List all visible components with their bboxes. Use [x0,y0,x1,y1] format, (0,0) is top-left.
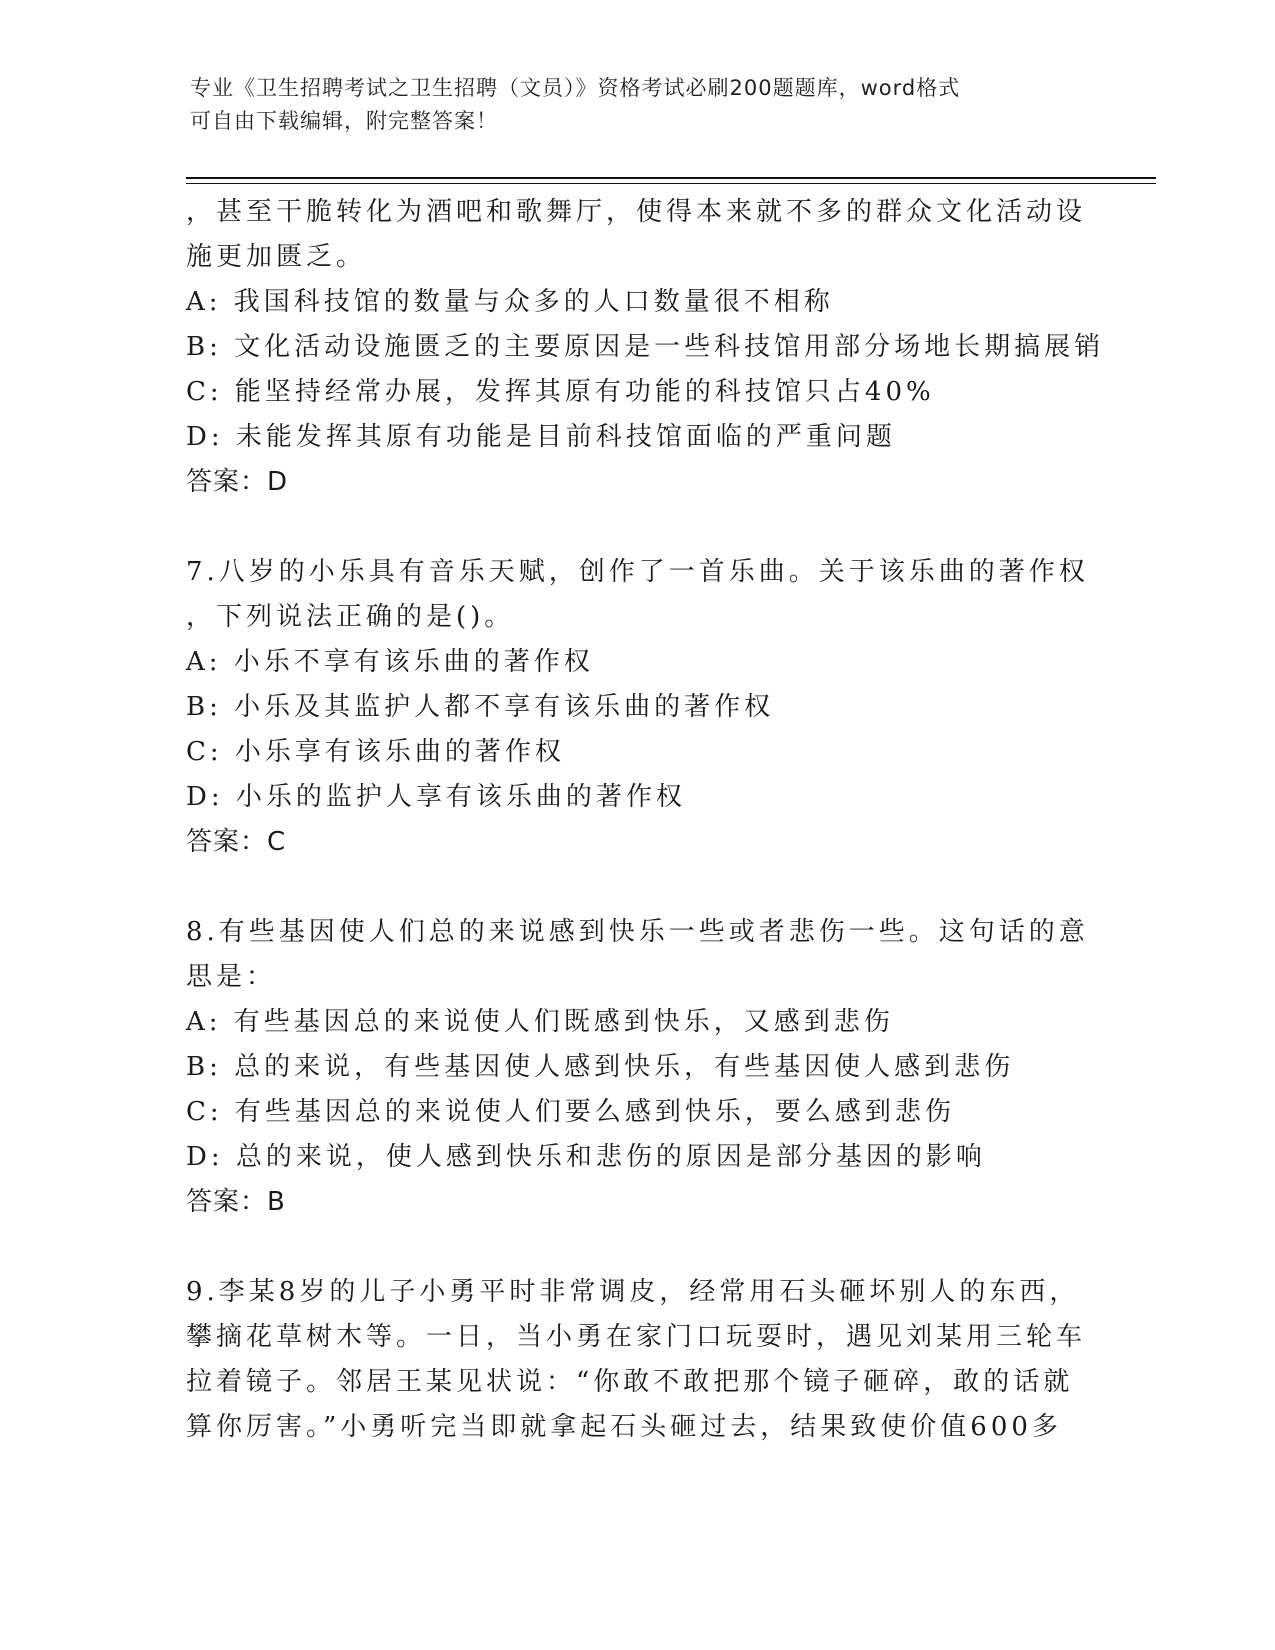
option-d: D: 总的来说，使人感到快乐和悲伤的原因是部分基因的影响 [186,1142,986,1172]
spacer [186,1225,1086,1270]
header-divider-thin [186,183,1156,184]
spacer [186,865,1086,910]
spacer [186,505,1086,550]
answer-line: 答案：B [186,1187,286,1217]
question-text-line: 施更加匮乏。 [186,242,367,272]
header-line-1: 专业《卫生招聘考试之卫生招聘（文员）》资格考试必刷200题题库，word格式 [190,76,961,100]
question-9 [186,1270,1086,1450]
question-7 [186,550,1089,865]
document-body [186,190,1105,1450]
header-line-2: 可自由下载编辑，附完整答案！ [190,109,498,133]
option-b: B: 总的来说，有些基因使人感到快乐，有些基因使人感到悲伤 [186,1052,1015,1082]
option-b: B: 文化活动设施匮乏的主要原因是一些科技馆用部分场地长期搞展销 [186,332,1105,362]
option-c: C: 有些基因总的来说使人们要么感到快乐，要么感到悲伤 [186,1097,955,1127]
question-text-line: 8.有些基因使人们总的来说感到快乐一些或者悲伤一些。这句话的意 [186,917,1089,947]
question-text-line: ，下列说法正确的是()。 [186,602,515,632]
option-d: D: 小乐的监护人享有该乐曲的著作权 [186,782,686,812]
question-text-line: ，甚至干脆转化为酒吧和歌舞厅，使得本来就不多的群众文化活动设 [186,197,1087,227]
option-c: C: 小乐享有该乐曲的著作权 [186,737,565,767]
option-b: B: 小乐及其监护人都不享有该乐曲的著作权 [186,692,775,722]
answer-line: 答案：D [186,467,289,497]
question-text-line: 拉着镜子。邻居王某见状说：“你敢不敢把那个镜子砸碎，敢的话就 [186,1367,1074,1397]
header-divider-thick [186,177,1156,179]
option-a: A: 我国科技馆的数量与众多的人口数量很不相称 [186,287,834,317]
answer-line: 答案：C [186,827,287,857]
question-6-continuation [186,190,1105,505]
question-text-line: 攀摘花草树木等。一日，当小勇在家门口玩耍时，遇见刘某用三轮车 [186,1322,1087,1352]
question-8 [186,910,1089,1225]
option-a: A: 有些基因总的来说使人们既感到快乐，又感到悲伤 [186,1007,894,1037]
question-text-line: 算你厉害。”小勇听完当即就拿起石头砸过去，结果致使价值600多 [186,1412,1062,1442]
page-header [190,72,1070,138]
option-a: A: 小乐不享有该乐曲的著作权 [186,647,594,677]
question-text-line: 9.李某8岁的儿子小勇平时非常调皮，经常用石头砸坏别人的东西， [186,1277,1080,1307]
question-text-line: 思是： [186,962,277,992]
question-text-line: 7.八岁的小乐具有音乐天赋，创作了一首乐曲。关于该乐曲的著作权 [186,557,1089,587]
option-c: C: 能坚持经常办展，发挥其原有功能的科技馆只占40% [186,377,935,407]
option-d: D: 未能发挥其原有功能是目前科技馆面临的严重问题 [186,422,896,452]
